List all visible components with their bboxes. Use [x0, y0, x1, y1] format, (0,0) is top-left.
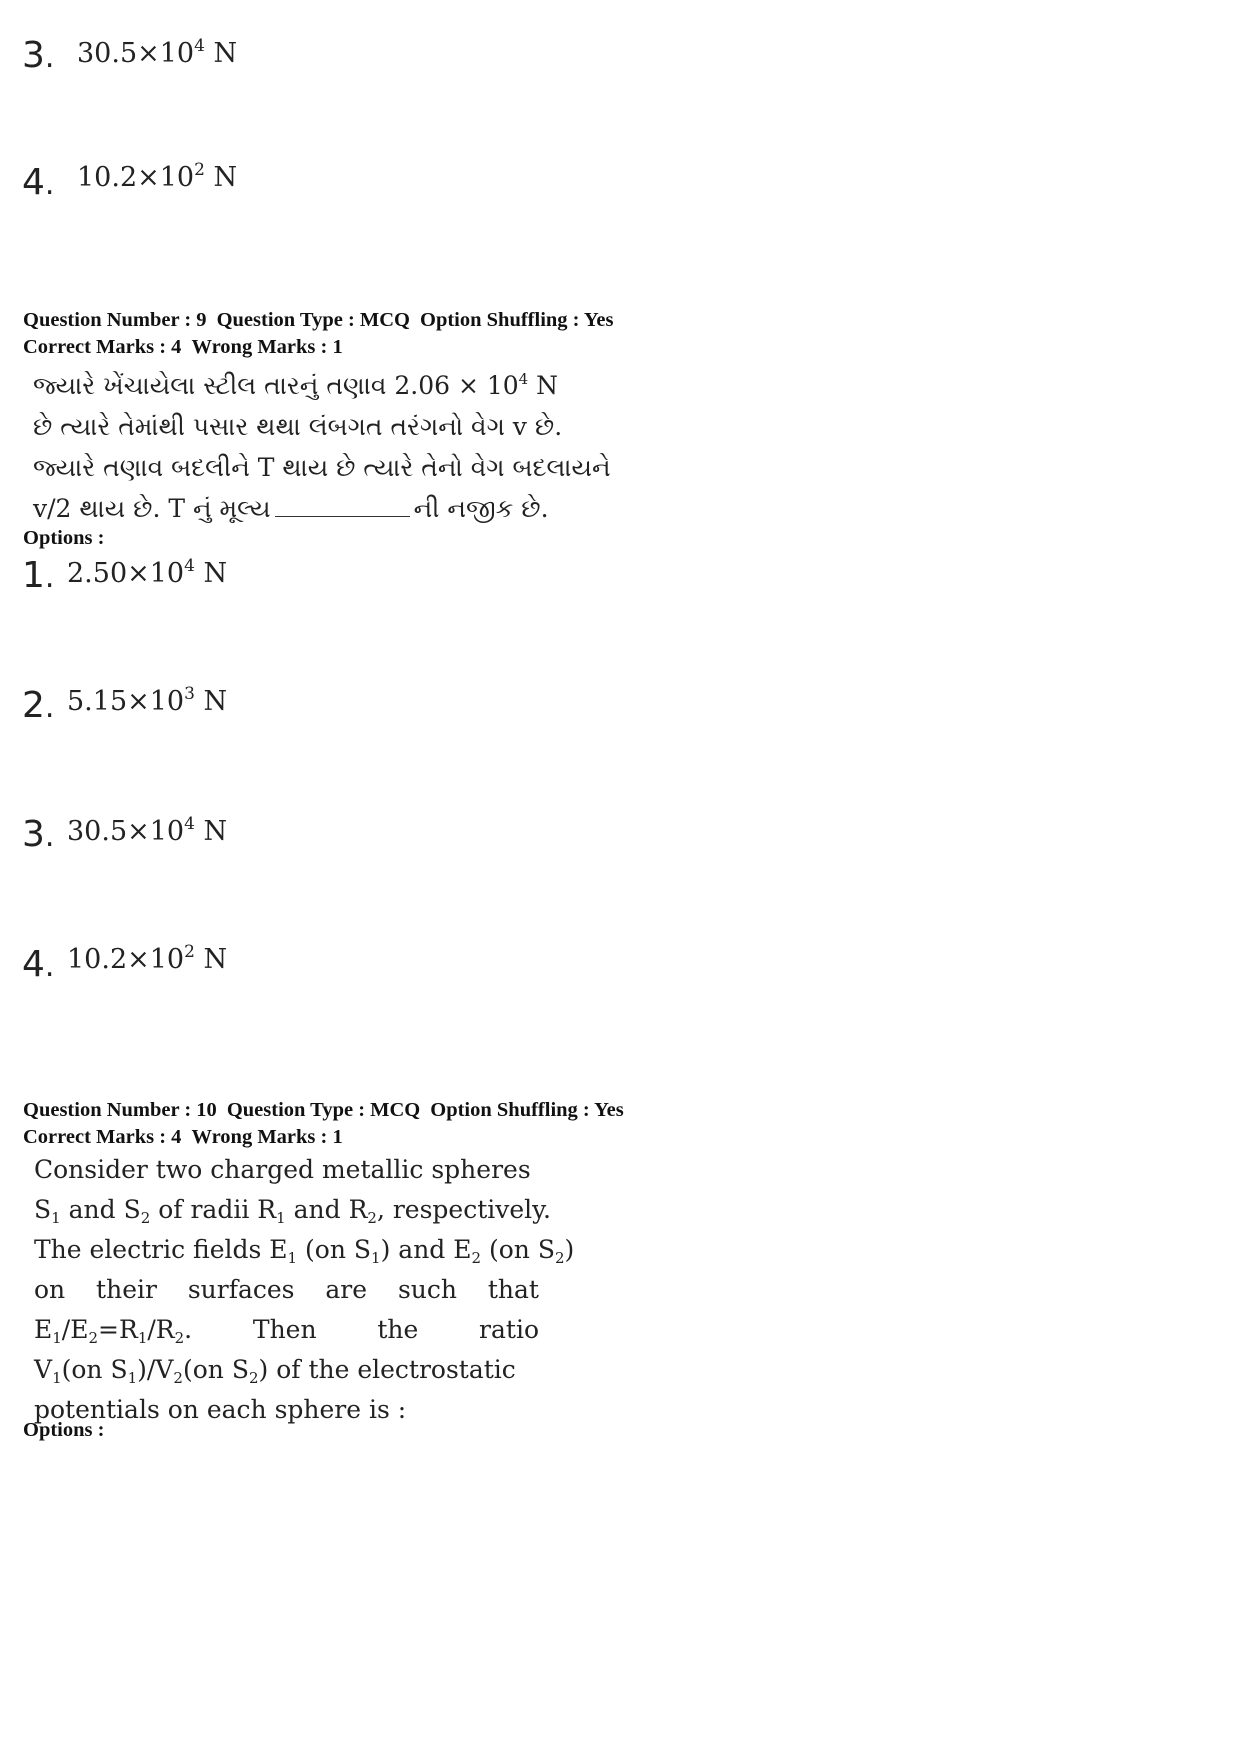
q10-text-line1: Consider two charged metallic spheres — [34, 1155, 531, 1184]
q9-option-4-number: 4. — [22, 944, 55, 985]
q9-correct-marks: Correct Marks : 4 — [23, 336, 182, 358]
answer-blank — [275, 494, 410, 517]
q9-text-line1: જ્યારે ખેંચાયેલા સ્ટીલ તારનું તણાવ $2.06 \times 10^4$ N — [33, 370, 559, 400]
q10-text-line4: on their surfaces are such that — [34, 1275, 539, 1304]
prev-option-4-number: 4. — [22, 162, 55, 203]
q9-option-2-number: 2. — [22, 685, 55, 726]
q9-question-number: Question Number : 9 — [23, 309, 207, 331]
q9-option-3-value: $30.5\times 10^4$ N — [67, 814, 228, 847]
q10-question-text — [34, 1150, 575, 1430]
q10-text-line5: $E_1/E_2=R_1/R_2$. Then the ratio — [34, 1315, 539, 1347]
q9-options-label: Options : — [23, 527, 105, 549]
q9-option-4-value: $10.2\times 10^2$ N — [67, 942, 228, 975]
q10-question-type: Question Type : MCQ — [226, 1099, 421, 1121]
q10-wrong-marks: Wrong Marks : 1 — [191, 1126, 343, 1148]
q10-meta-line2 — [23, 1123, 343, 1151]
q10-text-line7: potentials on each sphere is : — [34, 1395, 407, 1424]
q9-option-shuffling: Option Shuffling : Yes — [420, 309, 614, 331]
q9-meta-line2 — [23, 333, 343, 361]
q9-option-2-value: $5.15\times 10^3$ N — [67, 684, 228, 717]
q9-text-line4: v/2 થાય છે. T નું મૂલ્ય ની નજીક છે. — [33, 494, 549, 523]
q10-text-line6: $V_1(on$ $S_1)/V_2(on$ $S_2$) of the electrostatic — [34, 1355, 516, 1387]
q9-text-line2: છે ત્યારે તેમાંથી પસાર થથા લંબગત તરંગનો વેગ v છે. — [33, 412, 563, 441]
q9-wrong-marks: Wrong Marks : 1 — [191, 336, 343, 358]
prev-option-3-value: $30.5\times 10^4$ N — [77, 36, 238, 69]
q10-options-label: Options : — [23, 1419, 105, 1441]
q10-option-shuffling: Option Shuffling : Yes — [430, 1099, 624, 1121]
q9-option-1-number: 1. — [22, 555, 55, 596]
q9-meta-line1 — [23, 306, 613, 334]
q10-text-line2: $S_1$ and $S_2$ of radii $R_1$ and $R_2$, respectively. — [34, 1195, 551, 1227]
q9-option-1-value: $2.50\times 10^4$ N — [67, 556, 228, 589]
q10-meta-line1 — [23, 1096, 624, 1124]
prev-option-3-number: 3. — [22, 35, 55, 76]
prev-option-4-value: $10.2\times 10^2$ N — [77, 160, 238, 193]
q9-question-type: Question Type : MCQ — [216, 309, 410, 331]
q9-question-text — [33, 365, 611, 529]
q9-text-line3: જ્યારે તણાવ બદલીને T થાય છે ત્યારે તેનો વેગ બદલાયને — [33, 453, 611, 482]
q10-text-line3: The electric fields $E_1$ (on $S_1$) and $E_2$ (on $S_2$) — [34, 1235, 575, 1267]
q9-option-3-number: 3. — [22, 814, 55, 855]
q10-correct-marks: Correct Marks : 4 — [23, 1126, 182, 1148]
q10-question-number: Question Number : 10 — [23, 1099, 217, 1121]
